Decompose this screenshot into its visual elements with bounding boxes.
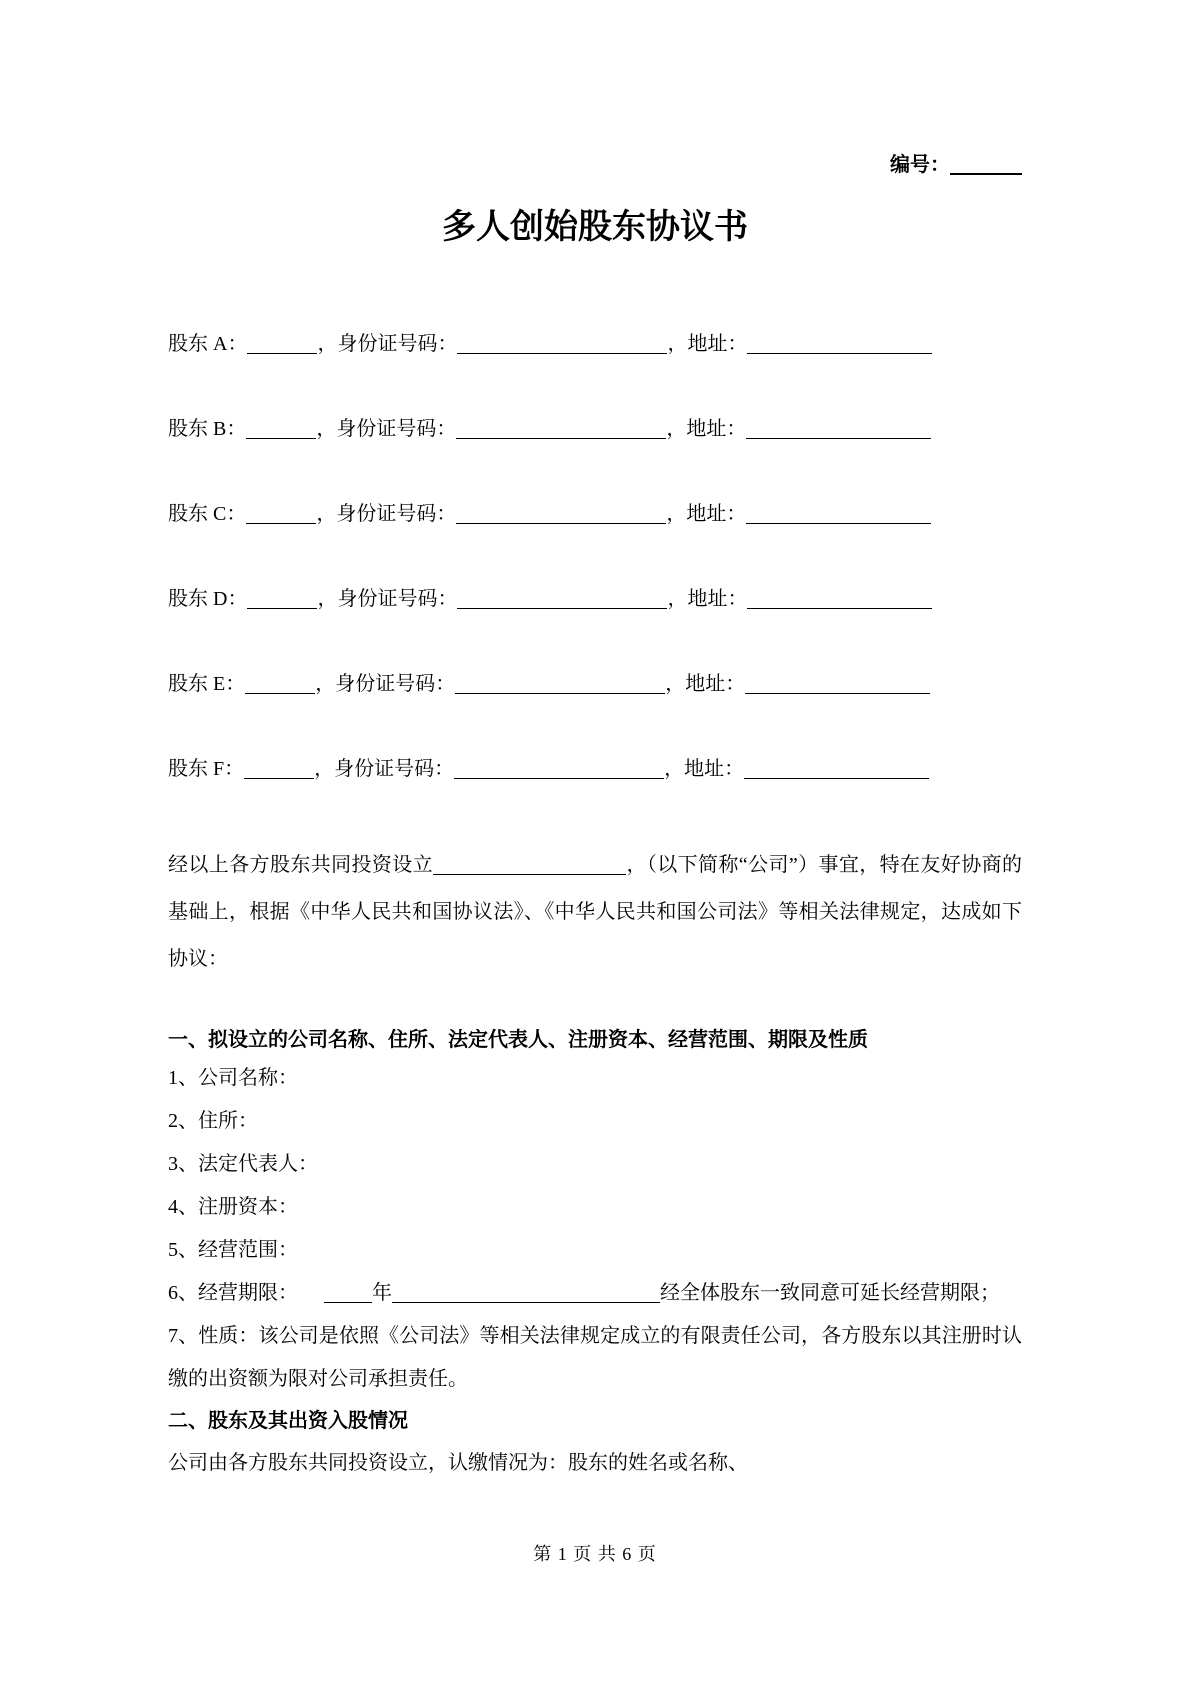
- operating-term-label: 6、经营期限：: [168, 1282, 298, 1304]
- section2-body: 公司由各方股东共同投资设立，认缴情况为：股东的姓名或名称、: [168, 1452, 748, 1474]
- year-unit-label: 年: [372, 1282, 392, 1304]
- address-label: ，地址：: [666, 418, 747, 440]
- shareholder-label: 股东 B：: [168, 418, 247, 440]
- shareholder-name-blank: [246, 418, 316, 439]
- address-blank: [747, 588, 932, 609]
- id-number-blank: [454, 758, 664, 779]
- address-blank: [745, 673, 930, 694]
- shareholder-row-c: [168, 502, 1022, 526]
- shareholder-row-b: [168, 417, 1022, 441]
- operating-term-years-blank: [324, 1282, 372, 1303]
- intro-text-before-blank: 经以上各方股东共同投资设立: [168, 854, 434, 876]
- item-company-name: 1、公司名称：: [168, 1067, 298, 1089]
- shareholder-row-f: [168, 757, 1022, 781]
- page-footer: 第 1 页 共 6 页: [533, 1544, 657, 1564]
- doc-number-line: [168, 0, 1022, 178]
- operating-term-blank: [392, 1282, 660, 1303]
- address-label: ，地址：: [667, 333, 748, 355]
- shareholder-row-a: [168, 332, 1022, 356]
- address-blank: [746, 418, 931, 439]
- item-legal-representative: 3、法定代表人：: [168, 1153, 318, 1175]
- shareholder-label: 股东 C：: [168, 503, 247, 525]
- shareholder-label: 股东 A：: [168, 333, 248, 355]
- address-label: ，地址：: [665, 673, 746, 695]
- page-title: 多人创始股东协议书: [442, 209, 748, 246]
- address-label: ，地址：: [664, 758, 745, 780]
- address-blank: [746, 503, 931, 524]
- intro-text-after-blank: ，（以下简称“公司”）事宜，特在友好协商的基础上，根据《中华人民共和国协议法》、《中华人民共和国公司法》等相关法律规定，达成如下协议：: [168, 854, 1022, 970]
- shareholder-label: 股东 E：: [168, 673, 246, 695]
- item-domicile: 2、住所：: [168, 1110, 258, 1132]
- section2-heading: 二、股东及其出资入股情况: [168, 1410, 408, 1432]
- id-number-blank: [457, 588, 667, 609]
- id-number-blank: [455, 673, 665, 694]
- item-business-scope: 5、经营范围：: [168, 1239, 298, 1261]
- shareholder-name-blank: [246, 503, 316, 524]
- id-number-label: ，身份证号码：: [316, 418, 457, 440]
- shareholder-name-blank: [247, 333, 317, 354]
- item-company-nature: 7、性质：该公司是依照《公司法》等相关法律规定成立的有限责任公司，各方股东以其注册时认缴的出资额为限对公司承担责任。: [168, 1325, 1022, 1390]
- operating-term-suffix: 经全体股东一致同意可延长经营期限；: [660, 1282, 1000, 1304]
- id-number-label: ，身份证号码：: [317, 588, 458, 610]
- shareholder-row-d: [168, 587, 1022, 611]
- intro-paragraph: [168, 842, 1022, 983]
- address-label: ，地址：: [666, 503, 747, 525]
- id-number-blank: [456, 503, 666, 524]
- section1-items: [168, 1057, 1022, 1401]
- company-name-blank: [433, 854, 626, 875]
- shareholder-name-blank: [244, 758, 314, 779]
- shareholder-list: [168, 332, 1022, 781]
- item-operating-term: [168, 1272, 1022, 1315]
- address-blank: [744, 758, 929, 779]
- shareholder-name-blank: [245, 673, 315, 694]
- address-label: ，地址：: [667, 588, 748, 610]
- address-blank: [747, 333, 932, 354]
- shareholder-name-blank: [247, 588, 317, 609]
- id-number-blank: [457, 333, 667, 354]
- doc-number-blank: [950, 153, 1022, 175]
- shareholder-label: 股东 D：: [168, 588, 248, 610]
- section1-heading: 一、拟设立的公司名称、住所、法定代表人、注册资本、经营范围、期限及性质: [168, 1029, 868, 1051]
- id-number-label: ，身份证号码：: [314, 758, 455, 780]
- item-registered-capital: 4、注册资本：: [168, 1196, 298, 1218]
- shareholder-row-e: [168, 672, 1022, 696]
- id-number-label: ，身份证号码：: [315, 673, 456, 695]
- shareholder-label: 股东 F：: [168, 758, 245, 780]
- id-number-label: ，身份证号码：: [316, 503, 457, 525]
- id-number-blank: [456, 418, 666, 439]
- doc-number-label: 编号：: [890, 154, 950, 176]
- id-number-label: ，身份证号码：: [317, 333, 458, 355]
